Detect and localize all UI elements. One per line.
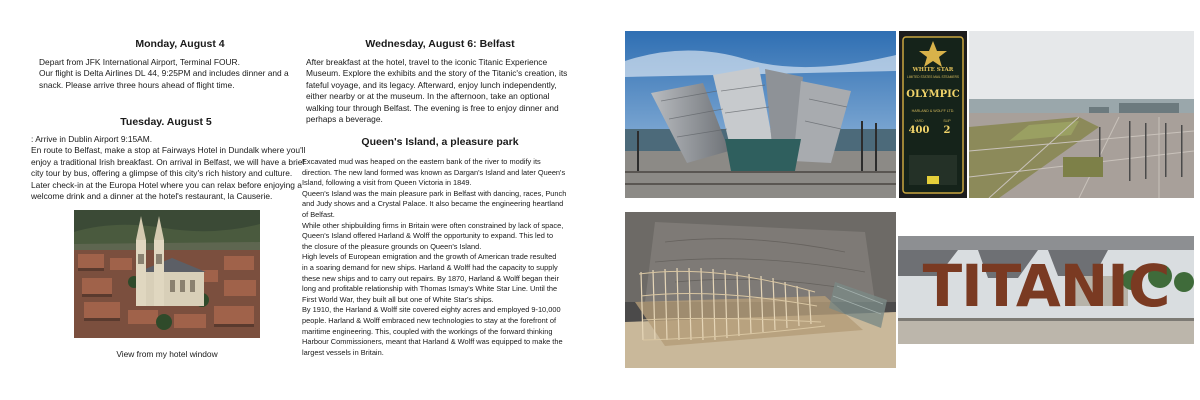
day3-line: Museum. Explore the exhibits and the story of the Titanic's creation, its <box>306 68 568 79</box>
day3-heading: Wednesday, August 6: Belfast <box>365 38 515 50</box>
sign-line-sub: LIMITED STATES MAIL STEAMERS <box>906 75 959 79</box>
city-cathedral-image <box>74 210 260 338</box>
hotel-photo-caption: View from my hotel window <box>116 349 218 359</box>
titanic-letters-word: TITANIC <box>922 252 1170 320</box>
history-line: By 1910, the Harland & Wolff site covered eighty acres and employed 9-10,000 <box>302 305 561 315</box>
history-line: Excavated mud was heaped on the eastern bank of the river to modify its <box>302 157 541 166</box>
sign-ship-name: OLYMPIC <box>906 89 960 100</box>
hotel-window-photo <box>74 210 260 338</box>
day1-line: snack. Please arrive three hours ahead of flight time. <box>39 79 235 90</box>
olympic-sign-photo <box>899 31 967 198</box>
history-line: While other shipbuilding firms in Britain were often constrained by lack of space, <box>302 220 564 230</box>
history-line: of Belfast. <box>302 209 335 219</box>
day3-line: fateful voyage, and its legacy. Afterward, enjoy lunch independently, <box>306 79 557 90</box>
day2-text <box>31 134 313 202</box>
history-heading: Queen's Island, a pleasure park <box>361 136 519 148</box>
sign-builder: HARLAND & WOLFF LTD. <box>911 109 955 113</box>
day1-text <box>39 57 309 91</box>
titanic-museum-photo <box>625 31 896 198</box>
day2-line: city tour by bus, offering a glimpse of this city's rich history and culture. <box>31 168 293 179</box>
day3-line: either nearby or at the museum. In the afternoon, take an optional <box>306 91 550 102</box>
history-line: Harbour Commissioners, meant that Harland & Wolff was equipped to make the <box>302 337 563 347</box>
day1-heading: Monday, August 4 <box>135 38 225 50</box>
history-line: people. Harland & Wolff embraced new technologies to stay at the forefront of <box>302 315 557 325</box>
history-line: these new ships and to carry out repairs. By 1870, Harland & Wolff began their <box>302 273 559 283</box>
sign-slip-number: 2 <box>943 125 951 136</box>
sign-slip-label: SLIP <box>943 119 951 123</box>
day2-line: Later check-in at the Europa Hotel where you can relax before enjoying a <box>31 179 302 190</box>
right-page <box>600 0 1200 400</box>
slipway-plaza-image <box>969 31 1194 198</box>
history-line: High levels of European emigration and the growth of American trade resulted <box>302 252 557 262</box>
titanic-letters-photo <box>898 236 1194 344</box>
day2-line: En route to Belfast, make a stop at Fairways Hotel in Dundalk where you'll <box>31 145 306 156</box>
history-line: in a soaring demand for new ships. Harland & Wolff had the capacity to supply <box>302 262 558 272</box>
history-text <box>302 157 596 358</box>
day1-line: Our flight is Delta Airlines DL 44, 9:25PM and includes dinner and a <box>39 68 289 79</box>
day2-line: enjoy a traditional Irish breakfast. On arrival in Belfast, we will have a brief <box>31 156 305 167</box>
sign-line-name: WHITE STAR <box>912 67 954 73</box>
history-line: First World War, they built all but one of White Star's ships. <box>302 294 494 304</box>
sign-yard-number: 400 <box>908 125 930 136</box>
day3-line: perhaps a beverage. <box>306 114 383 125</box>
history-line: the closure of the pleasure grounds on Queen's Island. <box>302 241 482 251</box>
day2-line: : Arrive in Dublin Airport 9:15AM. <box>31 134 153 144</box>
day3-line: walking tour through Belfast. The evening is free to enjoy dinner and <box>306 102 559 113</box>
ship-model-image <box>625 212 896 368</box>
sign-yard-label: YARD <box>914 119 924 123</box>
history-line: direction. The new land formed was known as Dargan's Island and later Queen's <box>302 167 566 177</box>
day1-line: Depart from JFK International Airport, Terminal FOUR. <box>39 57 240 67</box>
history-line: Queen's Island offered Harland & Wolff the opportunity to expand. This led to <box>302 231 554 241</box>
day2-line: welcome drink and a dinner at the hotel's restaurant, la Causerie. <box>31 191 273 202</box>
ship-model-photo <box>625 212 896 368</box>
slipway-plaza-photo <box>969 31 1194 198</box>
day3-line: After breakfast at the hotel, travel to the iconic Titanic Experience <box>306 57 548 67</box>
olympic-sign-text <box>899 31 967 198</box>
history-line: and Judy shows and a Crystal Palace. It also became the engineering heartland <box>302 199 564 209</box>
history-line: Queen's Island was the main pleasure park in Belfast with dancing, races, Punch <box>302 188 567 198</box>
history-line: maritime engineering. This, coupled with the workings of the forward thinking <box>302 326 553 336</box>
day2-heading: Tuesday. August 5 <box>120 116 212 128</box>
day3-text <box>306 57 592 125</box>
history-line: long and profitable relationship with Thomas Ismay's White Star Line. Until the <box>302 284 558 294</box>
history-line: Island, following a visit from Queen Victoria in 1849. <box>302 178 472 188</box>
titanic-museum-image <box>625 31 896 198</box>
history-line: largest vessels in Britain. <box>302 347 384 357</box>
